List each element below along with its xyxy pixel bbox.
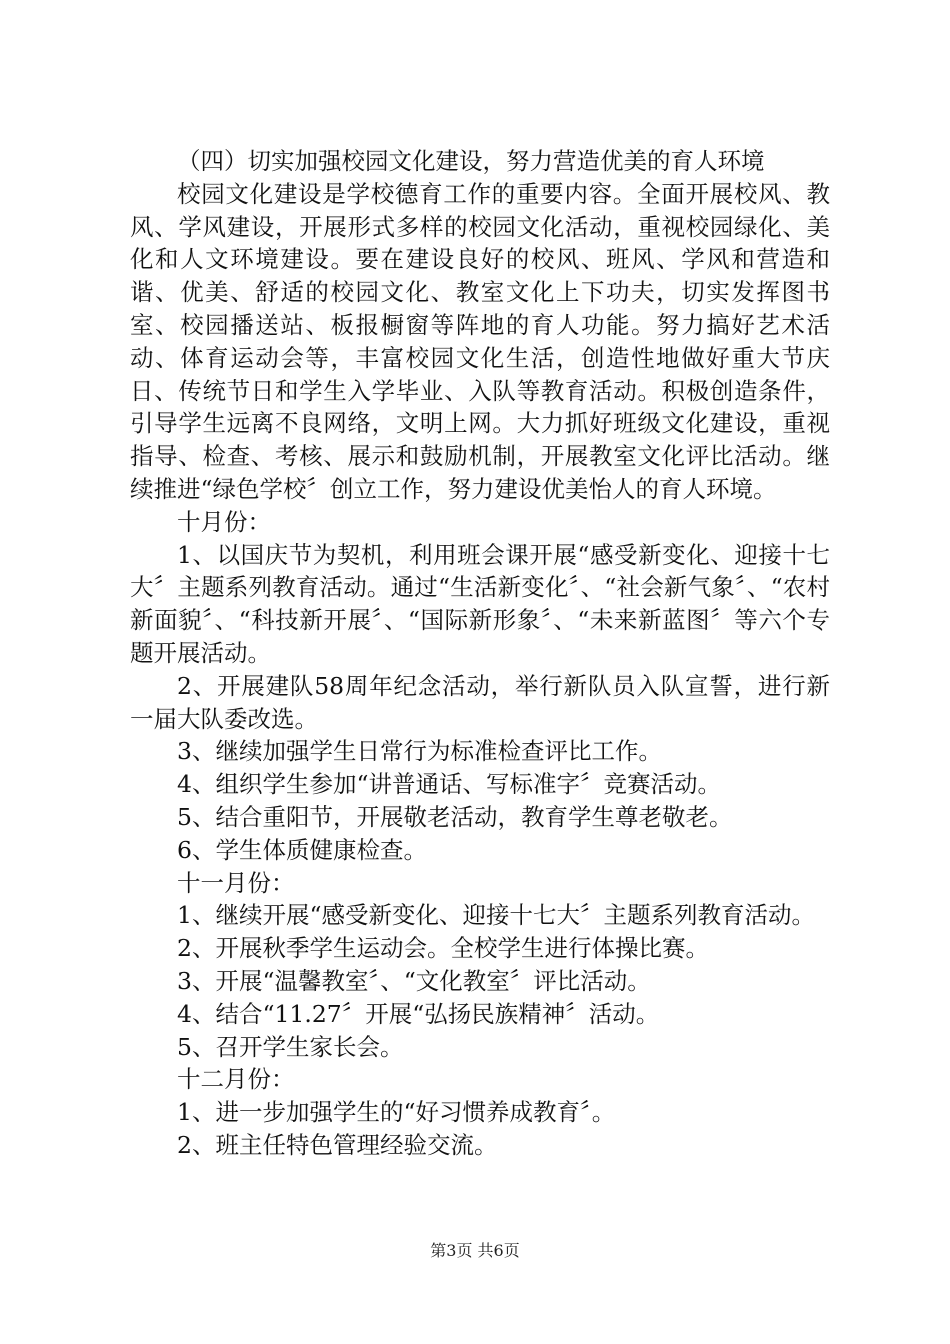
november-item: 3、开展“温馨教室〞、“文化教室〞评比活动。: [177, 966, 651, 995]
document-body: [130, 145, 830, 1162]
november-item: 5、召开学生家长会。: [177, 1032, 404, 1061]
october-item: 5、结合重阳节，开展敬老活动，教育学生尊老敬老。: [177, 802, 733, 831]
october-item: 2、开展建队58周年纪念活动，举行新队员入队宣誓，进行新一届大队委改选。: [130, 671, 830, 733]
december-item: 1、进一步加强学生的“好习惯养成教育〞。: [177, 1098, 616, 1127]
section-heading: （四）切实加强校园文化建设，努力营造优美的育人环境: [177, 147, 765, 175]
december-item: 2、班主任特色管理经验交流。: [177, 1130, 498, 1159]
october-item: 6、学生体质健康检查。: [177, 835, 427, 864]
october-item: 3、继续加强学生日常行为标准检查评比工作。: [177, 737, 662, 766]
november-item: 1、继续开展“感受新变化、迎接十七大〞主题系列教育活动。: [177, 901, 815, 930]
month-title-november: 十一月份：: [177, 868, 295, 897]
november-item: 4、结合“11.27〞开展“弘扬民族精神〞活动。: [177, 999, 660, 1028]
month-title-december: 十二月份：: [177, 1065, 295, 1094]
october-item: 1、以国庆节为契机，利用班会课开展“感受新变化、迎接十七大〞主题系列教育活动。通过“生活新变化〞、“社会新气象〞、“农村新面貌〞、“科技新开展〞、“国际新形象〞、“未来新蓝图〞等六个专题开展活动。: [130, 540, 830, 667]
month-title-october: 十月份：: [177, 507, 271, 536]
october-item: 4、组织学生参加“讲普通话、写标准字〞竞赛活动。: [177, 770, 721, 799]
section-body-paragraph: 校园文化建设是学校德育工作的重要内容。全面开展校风、教风、学风建设，开展形式多样的校园文化活动，重视校园绿化、美化和人文环境建设。要在建设良好的校风、班风、学风和营造和谐、优美、舒适的校园文化、教室文化上下功夫，切实发挥图书室、校园播送站、板报橱窗等阵地的育人功能。努力搞好艺术活动、体育运动会等，丰富校园文化生活，创造性地做好重大节庆日、传统节日和学生入学毕业、入队等教育活动。积极创造条件，引导学生远离不良网络，文明上网。大力抓好班级文化建设，重视指导、检查、考核、展示和鼓励机制，开展教室文化评比活动。继续推进“绿色学校〞创立工作，努力建设优美怡人的育人环境。: [130, 179, 830, 503]
page-number-footer: 第3页 共6页: [430, 1241, 520, 1260]
november-item: 2、开展秋季学生运动会。全校学生进行体操比赛。: [177, 934, 709, 963]
